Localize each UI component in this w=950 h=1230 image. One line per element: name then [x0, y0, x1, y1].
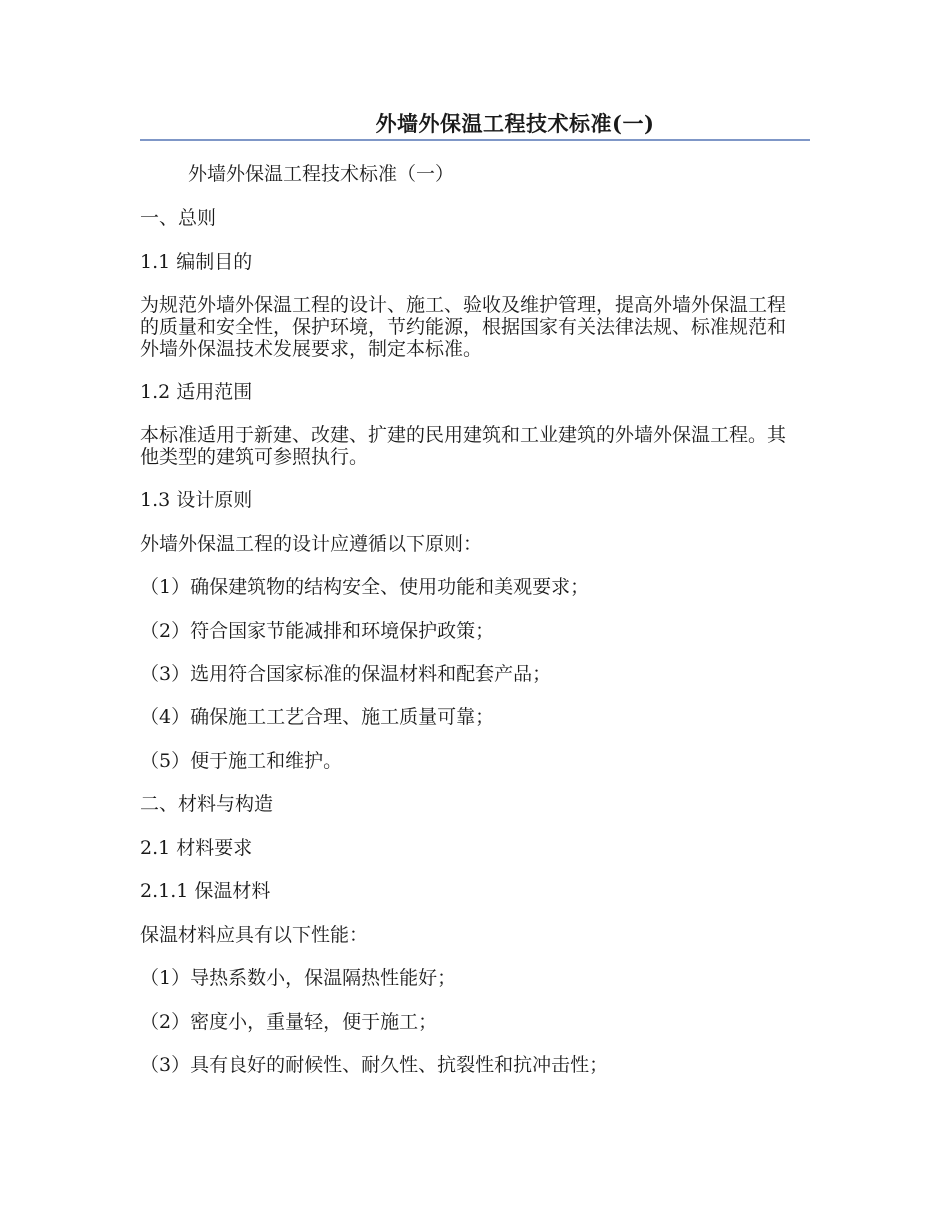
subsection-heading-material-requirements: 2.1 材料要求 — [140, 837, 253, 859]
page-header — [140, 110, 810, 142]
subsection-heading-purpose: 1.1 编制目的 — [140, 251, 253, 273]
list-item: （5）便于施工和维护。 — [140, 750, 343, 772]
subsection-heading-insulation-material: 2.1.1 保温材料 — [140, 880, 271, 902]
subsection-heading-scope: 1.2 适用范围 — [140, 381, 253, 403]
section-heading-materials: 二、材料与构造 — [140, 793, 274, 815]
list-item: （1）导热系数小，保温隔热性能好； — [140, 967, 457, 989]
list-item: （2）密度小，重量轻，便于施工； — [140, 1011, 438, 1033]
list-item: （2）符合国家节能减排和环境保护政策； — [140, 620, 495, 642]
list-item: （4）确保施工工艺合理、施工质量可靠； — [140, 706, 495, 728]
paragraph-design-intro: 外墙外保温工程的设计应遵循以下原则： — [140, 533, 483, 555]
list-item: （3）具有良好的耐候性、耐久性、抗裂性和抗冲击性； — [140, 1054, 609, 1076]
paragraph-material-intro: 保温材料应具有以下性能： — [140, 924, 369, 946]
header-rule — [140, 139, 810, 141]
subsection-heading-design-principles: 1.3 设计原则 — [140, 489, 253, 511]
list-item: （3）选用符合国家标准的保温材料和配套产品； — [140, 663, 552, 685]
page-header-title: 外墙外保温工程技术标准(一) — [375, 111, 655, 136]
paragraph-scope: 本标准适用于新建、改建、扩建的民用建筑和工业建筑的外墙外保温工程。其他类型的建筑可参照执行。 — [140, 424, 787, 468]
section-heading-general: 一、总则 — [140, 207, 217, 229]
list-item: （1）确保建筑物的结构安全、使用功能和美观要求； — [140, 576, 590, 598]
document-title: 外墙外保温工程技术标准（一） — [188, 163, 455, 185]
paragraph-purpose: 为规范外墙外保温工程的设计、施工、验收及维护管理，提高外墙外保温工程的质量和安全性，保护环境，节约能源，根据国家有关法律法规、标准规范和外墙外保温技术发展要求，制定本标准。 — [140, 294, 787, 360]
